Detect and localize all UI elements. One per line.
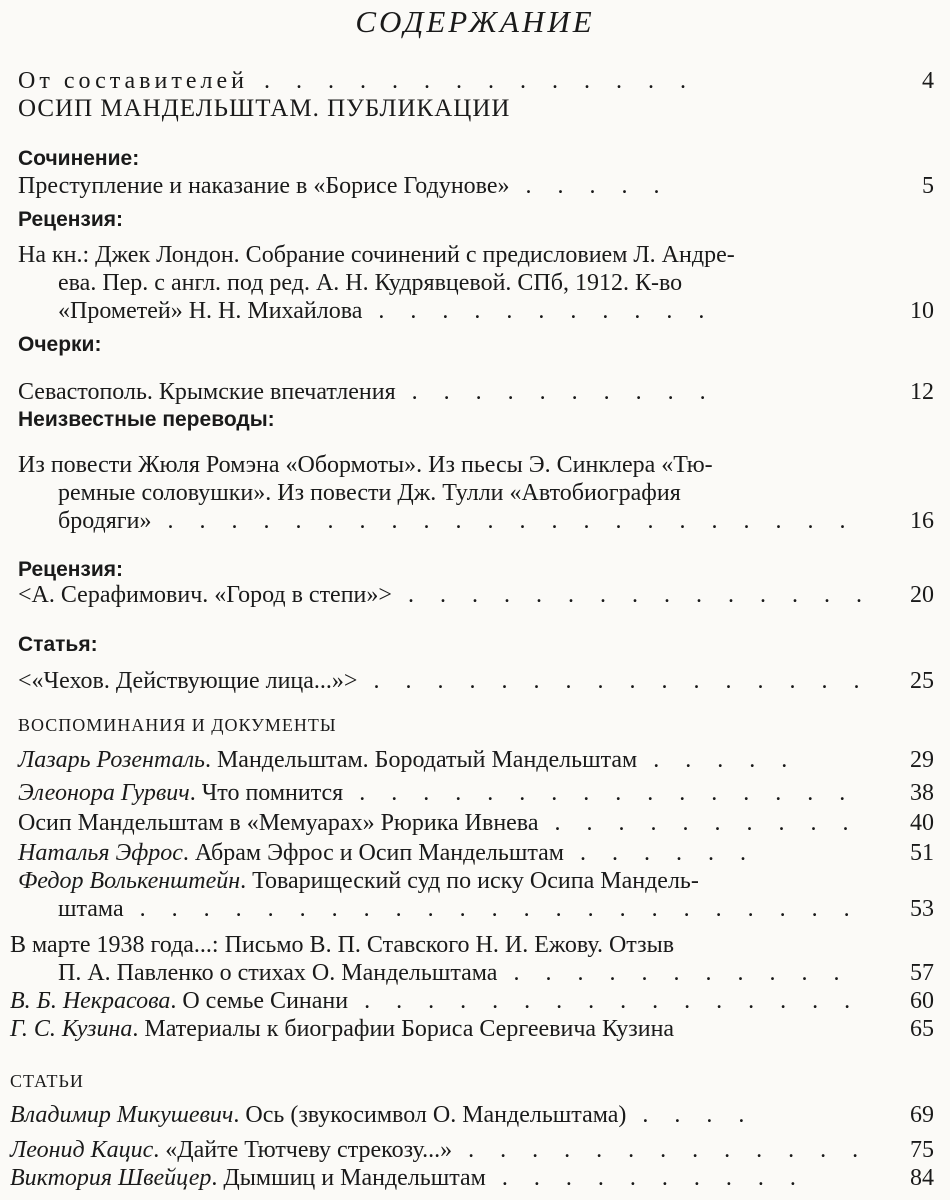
leader-dots: . . . . . . . . . .	[485, 1165, 806, 1191]
page-number: 38	[910, 780, 934, 806]
page-number: 25	[910, 668, 934, 694]
entry-title: «Прометей» Н. Н. Михайлова	[58, 298, 363, 324]
entry-title: О семье Синани	[182, 988, 349, 1014]
entry-author: Леонид Кацис	[10, 1137, 154, 1163]
entry-title: П. А. Павленко о стихах О. Мандельштама	[58, 960, 498, 986]
entry-line: На кн.: Джек Лондон. Собрание сочинений с предисловием Л. Андре-	[18, 242, 735, 268]
entry-author: Лазарь Розенталь	[18, 747, 205, 773]
leader-dots: . . . .	[626, 1102, 755, 1128]
entry-author: Элеонора Гурвич	[18, 780, 190, 806]
page-number: 16	[910, 508, 934, 534]
toc-entry-memoir	[10, 930, 674, 960]
entry-title: Дымшиц и Мандельштам	[223, 1165, 486, 1191]
entry-author: Виктория Швейцер	[10, 1165, 212, 1191]
entry-title: <А. Серафимович. «Город в степи»>	[18, 582, 392, 608]
entry-line: ремные соловушки». Из повести Дж. Тулли «Автобиография	[58, 480, 681, 506]
page-number: 12	[910, 379, 934, 405]
entry-author: Г. С. Кузина	[10, 1016, 133, 1042]
section-label-article: Статья:	[18, 633, 98, 656]
entry-title: штама	[58, 896, 124, 922]
leader-dots: . . . . . . . . . . . . . . . .	[343, 780, 856, 806]
toc-entry-article-item: Виктория Швейцер. Дымшиц и Мандельштам . . . . . . . . . .	[10, 1165, 806, 1191]
part-title-publications: ОСИП МАНДЕЛЬШТАМ. ПУБЛИКАЦИИ	[18, 95, 511, 122]
page-number: 20	[910, 582, 934, 608]
toc-entry-memoir	[18, 808, 858, 838]
entry-title: Абрам Эфрос и Осип Мандельштам	[194, 840, 564, 866]
page-number: 10	[910, 298, 934, 324]
leader-dots: . . . . . .	[563, 840, 756, 866]
entry-title: В марте 1938 года...: Письмо В. П. Ставского Н. И. Ежову. Отзыв	[10, 932, 675, 958]
page-number: 4	[922, 68, 934, 94]
page-number: 5	[922, 173, 934, 199]
entry-title: <«Чехов. Действующие лица...»>	[18, 668, 358, 694]
toc-entry-memoir: В. Б. Некрасова. О семье Синани . . . . . . . . . . . . . . . .	[10, 988, 861, 1014]
entry-author: В. Б. Некрасова	[10, 988, 171, 1014]
leader-dots: . . . . . . . . . .	[395, 379, 716, 405]
page-number: 51	[910, 840, 934, 866]
page-number: 60	[910, 988, 934, 1014]
page-number: 40	[910, 810, 934, 836]
entry-title: «Дайте Тютчеву стрекозу...»	[165, 1137, 453, 1163]
leader-dots: . . . . . . . . . . . . . .	[247, 68, 696, 94]
section-label-translations: Неизвестные переводы:	[18, 408, 275, 431]
page-number: 65	[910, 1016, 934, 1042]
toc-entry-memoir: Г. С. Кузина. Материалы к биографии Бориса Сергеевича Кузина	[10, 1016, 675, 1042]
toc-entry-review2	[18, 580, 872, 610]
leader-dots: . . . . . . . . . . . . . . . .	[357, 668, 870, 694]
toc-entry-sketches	[18, 377, 716, 407]
toc-entry-memoir: Лазарь Розенталь. Мандельштам. Бородатый Мандельштам . . . . .	[18, 747, 798, 773]
leader-dots: . . . . . . . . . . . . . . . . . . . . . .	[151, 508, 856, 534]
page-number: 75	[910, 1137, 934, 1163]
section-label-review2: Рецензия:	[18, 558, 124, 581]
entry-title: Ось (звукосимвол О. Мандельштама)	[245, 1102, 627, 1128]
part-title-articles: СТАТЬИ	[10, 1071, 84, 1091]
entry-title: Осип Мандельштам в «Мемуарах» Рюрика Ивнева	[18, 810, 539, 836]
entry-title: Преступление и наказание в «Борисе Годунове»	[18, 173, 510, 199]
entry-line: ева. Пер. с англ. под ред. А. Н. Кудрявцевой. СПб, 1912. К-во	[58, 270, 683, 296]
entry-title: Что помнится	[201, 780, 344, 806]
toc-entry-essay	[18, 171, 670, 201]
entry-title: Севастополь. Крымские впечатления	[18, 379, 396, 405]
entry-author: Федор Волькенштейн	[18, 868, 241, 894]
toc-entry-article-item: Леонид Кацис. «Дайте Тютчеву стрекозу...» . . . . . . . . . . . . .	[10, 1137, 869, 1163]
leader-dots: . . . . . . . . . . . . . . . .	[348, 988, 861, 1014]
toc-entry-memoir-cont	[58, 958, 849, 988]
toc-heading: СОДЕРЖАНИЕ	[355, 4, 595, 39]
entry-title: Мандельштам. Бородатый Мандельштам	[216, 747, 638, 773]
entry-author: Наталья Эфрос	[18, 840, 183, 866]
toc-entry-memoir: Федор Волькенштейн. Товарищеский суд по иску Осипа Мандель-	[18, 868, 699, 894]
leader-dots: . . . . . . . . . . . . .	[452, 1137, 869, 1163]
page-number: 84	[910, 1165, 934, 1191]
leader-dots: . . . . .	[509, 173, 670, 199]
entry-title: бродяги»	[58, 508, 152, 534]
page-number: 57	[910, 960, 934, 986]
entry-title: От составителей	[18, 68, 248, 94]
leader-dots: . . . . . . . . . . .	[362, 298, 715, 324]
entry-title: Материалы к биографии Бориса Сергеевича Кузина	[144, 1016, 675, 1042]
toc-entry-article	[18, 666, 869, 696]
leader-dots: . . . . . . . . . .	[538, 810, 859, 836]
page-number: 69	[910, 1102, 934, 1128]
section-label-sketches: Очерки:	[18, 333, 102, 356]
toc-entry-memoir-cont	[58, 894, 860, 924]
toc-entry-memoir: Элеонора Гурвич. Что помнится . . . . . . . . . . . . . . . .	[18, 780, 856, 806]
page-number: 53	[910, 896, 934, 922]
leader-dots: . . . . . . . . . . . . . . . . . . . . . . .	[123, 896, 860, 922]
part-title-memoirs: ВОСПОМИНАНИЯ И ДОКУМЕНТЫ	[18, 715, 337, 735]
leader-dots: . . . . .	[637, 747, 798, 773]
toc-entry-memoir: Наталья Эфрос. Абрам Эфрос и Осип Мандельштам . . . . . .	[18, 840, 756, 866]
entry-title: Товарищеский суд по иску Осипа Мандель-	[252, 868, 699, 894]
toc-entry-intro	[18, 66, 696, 96]
entry-author: Владимир Микушевич	[10, 1102, 234, 1128]
section-label-essay: Сочинение:	[18, 147, 140, 170]
leader-dots: . . . . . . . . . . .	[497, 960, 850, 986]
section-label-review: Рецензия:	[18, 208, 124, 231]
leader-dots: . . . . . . . . . . . . . . .	[391, 582, 872, 608]
toc-entry-article-item: Владимир Микушевич. Ось (звукосимвол О. Мандельштама) . . . .	[10, 1102, 755, 1128]
toc-entry-translations	[58, 506, 855, 536]
entry-line: Из повести Жюля Ромэна «Обормоты». Из пьесы Э. Синклера «Тю-	[18, 452, 713, 478]
page-number: 29	[910, 747, 934, 773]
toc-entry-review1	[58, 296, 714, 326]
